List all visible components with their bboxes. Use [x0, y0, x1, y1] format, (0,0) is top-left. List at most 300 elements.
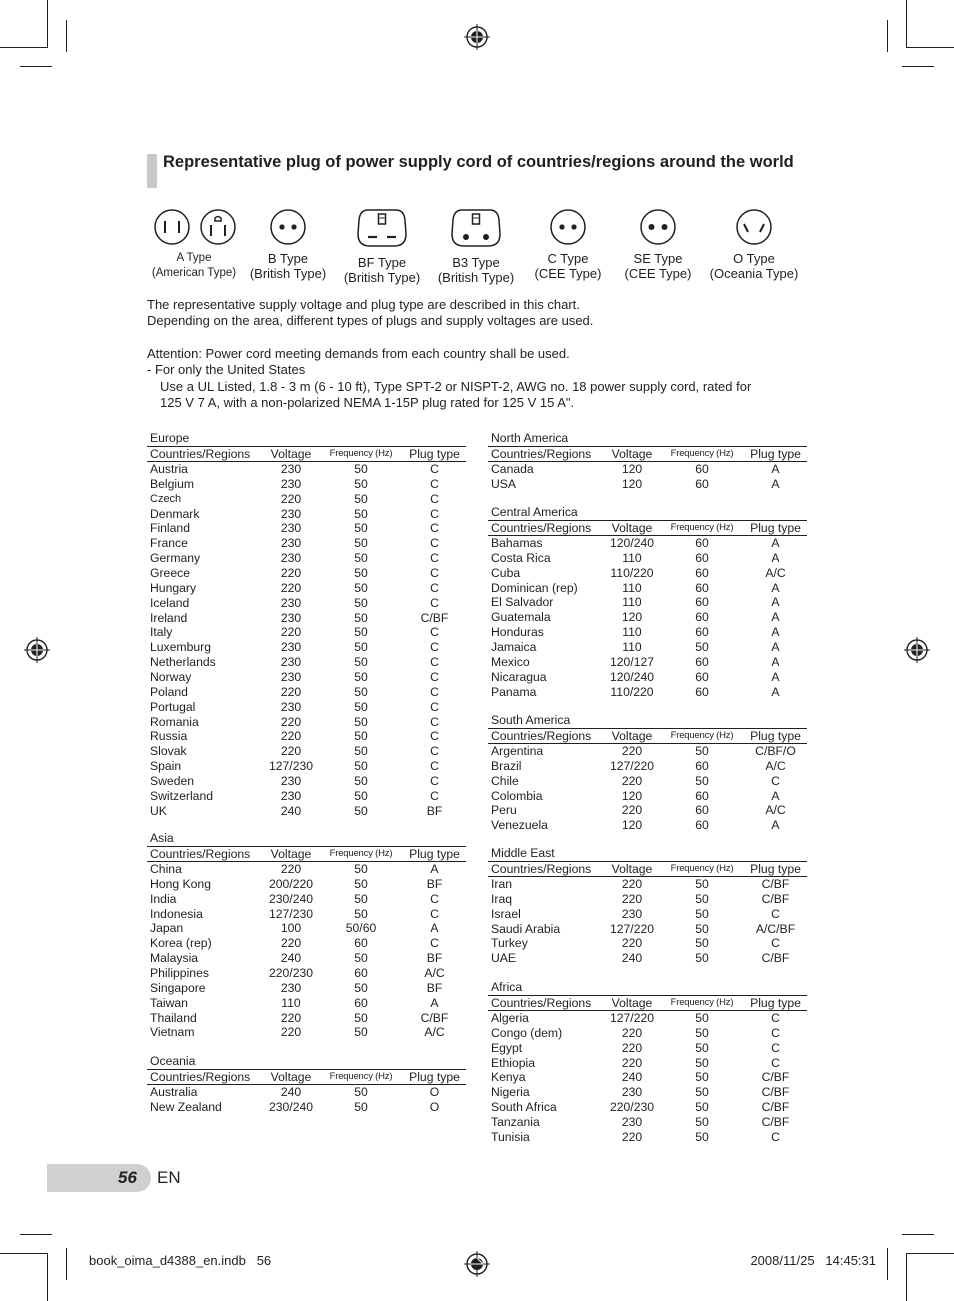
plug-type-cell: A	[771, 580, 780, 595]
voltage-cell: 230	[280, 536, 302, 551]
voltage-cell: 127/220	[609, 921, 655, 936]
frequency-cell: 50	[354, 595, 368, 610]
crop-mark	[20, 66, 52, 67]
table-row	[147, 477, 466, 492]
table-row	[488, 1100, 807, 1115]
table-row	[488, 1070, 807, 1085]
plug-type-cell: C/BF	[761, 1085, 790, 1100]
table-header-row	[488, 521, 807, 536]
country-cell: Germany	[150, 551, 201, 566]
voltage-cell: 230	[280, 595, 302, 610]
frequency-cell: 50	[354, 462, 368, 476]
table-row	[488, 536, 807, 551]
country-cell: Denmark	[150, 506, 200, 521]
voltage-cell: 220	[280, 684, 302, 699]
voltage-cell: 230	[280, 670, 302, 685]
country-cell: Hong Kong	[150, 876, 211, 891]
table-row	[147, 655, 466, 670]
voltage-cell: 120/127	[609, 654, 655, 669]
voltage-cell: 220	[621, 891, 643, 906]
country-cell: Switzerland	[150, 788, 213, 803]
column-header: Voltage	[604, 996, 660, 1011]
table-row	[147, 551, 466, 566]
table-header-row	[488, 729, 807, 744]
column-header: Countries/Regions	[147, 1070, 263, 1085]
table-row	[147, 907, 466, 922]
voltage-cell: 230	[280, 980, 302, 995]
voltage-cell: 120	[621, 610, 643, 625]
voltage-table	[147, 846, 466, 1040]
voltage-cell: 127/220	[609, 1011, 655, 1025]
frequency-cell: 50	[695, 1129, 709, 1144]
plug-type-cell: A	[771, 788, 780, 803]
table-row	[488, 951, 807, 966]
plug-type-cell: C	[430, 551, 439, 566]
plug-type-cell: BF	[426, 803, 443, 818]
voltage-cell: 220	[621, 773, 643, 788]
plug-type-name: BF Type	[357, 255, 407, 270]
column-header: Plug type	[744, 447, 807, 462]
table-row	[488, 477, 807, 492]
column-header: Countries/Regions	[147, 447, 263, 462]
table-row	[488, 1056, 807, 1071]
country-cell: Panama	[491, 684, 537, 699]
region-title: Central America	[491, 505, 578, 519]
region-title: Africa	[491, 980, 523, 994]
plug-o-icon	[734, 206, 774, 246]
plug-se-icon	[638, 206, 678, 246]
frequency-cell: 50	[354, 640, 368, 655]
table-row	[147, 951, 466, 966]
country-cell: Sweden	[150, 774, 195, 789]
plug-type-cell: C/BF	[420, 610, 449, 625]
voltage-cell: 110	[622, 625, 642, 640]
frequency-cell: 50	[354, 699, 368, 714]
frequency-cell: 60	[695, 758, 709, 773]
plug-type-cell: C/BF	[761, 891, 790, 906]
crop-mark	[0, 47, 48, 48]
country-cell: Korea (rep)	[150, 936, 212, 951]
frequency-cell: 50	[354, 610, 368, 625]
column-header: Countries/Regions	[488, 862, 604, 877]
voltage-cell: 120/240	[609, 536, 655, 550]
column-header: Frequency (Hz)	[660, 447, 744, 462]
table-row	[488, 789, 807, 804]
plug-type-cell: C	[430, 699, 439, 714]
country-cell: Portugal	[150, 699, 196, 714]
table-row	[488, 581, 807, 596]
plug-type-b	[248, 206, 328, 281]
frequency-cell: 60	[695, 803, 709, 818]
country-cell: China	[150, 862, 182, 876]
table-row	[147, 1025, 466, 1040]
plug-type-cell: C	[771, 906, 780, 921]
table-row	[488, 551, 807, 566]
plug-type-sub: (British Type)	[249, 266, 327, 281]
plug-type-cell: C	[771, 936, 780, 951]
plug-type-cell: A/C	[424, 966, 445, 981]
country-cell: Luxemburg	[150, 640, 211, 655]
frequency-cell: 60	[695, 595, 709, 610]
frequency-cell: 50	[695, 1025, 709, 1040]
column-header: Voltage	[263, 1070, 319, 1085]
plug-type-name: A Type	[176, 252, 212, 264]
country-cell: Cuba	[491, 565, 521, 580]
table-row	[488, 818, 807, 833]
table-row	[147, 566, 466, 581]
voltage-cell: 220	[280, 729, 302, 744]
country-cell: Honduras	[491, 625, 544, 640]
crop-mark	[906, 1253, 954, 1254]
table-row	[147, 1085, 466, 1100]
plug-type-cell: C	[771, 773, 780, 788]
crop-mark	[887, 20, 888, 52]
table-row	[147, 492, 466, 507]
voltage-cell: 110	[622, 640, 642, 655]
frequency-cell: 50	[354, 476, 368, 491]
table-row	[488, 566, 807, 581]
voltage-cell: 230	[280, 788, 302, 803]
voltage-cell: 110/220	[610, 565, 654, 580]
plug-type-cell: C	[430, 506, 439, 521]
frequency-cell: 60	[695, 565, 709, 580]
table-row	[147, 1100, 466, 1115]
region-title: North America	[491, 431, 569, 445]
country-cell: Argentina	[491, 744, 544, 758]
intro-line: The representative supply voltage and plug type are described in this chart.	[147, 297, 580, 312]
plug-type-cell: C	[430, 580, 439, 595]
frequency-cell: 50	[695, 1055, 709, 1070]
country-cell: Norway	[150, 670, 192, 685]
plug-type-cell: A	[771, 625, 780, 640]
frequency-cell: 50	[354, 876, 368, 891]
plug-type-cell: C/BF	[761, 1070, 790, 1085]
frequency-cell: 60	[695, 654, 709, 669]
crop-mark	[902, 1234, 934, 1235]
voltage-cell: 220	[621, 1040, 643, 1055]
crop-mark	[66, 20, 67, 52]
table-row	[488, 1130, 807, 1145]
plug-type-cell: A	[771, 654, 780, 669]
us-note-text: 125 V 7 A, with a non-polarized NEMA 1-15P plug rated for 125 V 15 A".	[160, 395, 575, 411]
frequency-cell: 60	[695, 550, 709, 565]
region-title: Asia	[150, 831, 174, 845]
frequency-cell: 50	[354, 891, 368, 906]
country-cell: Colombia	[491, 788, 543, 803]
country-cell: Malaysia	[150, 951, 199, 966]
frequency-cell: 60	[354, 966, 368, 981]
column-header: Countries/Regions	[147, 847, 263, 862]
frequency-cell: 50	[354, 521, 368, 536]
plug-type-cell: C	[430, 521, 439, 536]
country-cell: Spain	[150, 759, 182, 774]
column-header: Plug type	[744, 862, 807, 877]
country-cell: Philippines	[150, 966, 209, 981]
table-row	[147, 789, 466, 804]
voltage-table	[488, 995, 807, 1145]
plug-bf-icon	[356, 206, 408, 250]
frequency-cell: 50	[695, 773, 709, 788]
column-header: Plug type	[403, 847, 466, 862]
table-row	[147, 625, 466, 640]
column-header: Frequency (Hz)	[319, 847, 403, 862]
table-row	[488, 936, 807, 951]
column-header: Plug type	[403, 447, 466, 462]
region-central-america	[488, 505, 807, 699]
plug-type-cell: C	[430, 759, 439, 774]
table-row	[488, 922, 807, 937]
plug-type-cell: BF	[426, 951, 443, 966]
country-cell: Australia	[150, 1085, 198, 1099]
column-header: Frequency (Hz)	[319, 1070, 403, 1085]
voltage-cell: 220	[280, 862, 302, 876]
column-header: Frequency (Hz)	[660, 521, 744, 536]
table-row	[147, 507, 466, 522]
plug-type-cell: C	[771, 1011, 780, 1025]
frequency-cell: 50	[354, 1010, 368, 1025]
country-cell: Dominican (rep)	[491, 580, 578, 595]
voltage-cell: 230	[280, 610, 302, 625]
voltage-cell: 110	[281, 995, 301, 1010]
plug-type-cell: C	[430, 684, 439, 699]
plug-type-cell: C	[430, 536, 439, 551]
plug-type-cell: BF	[426, 876, 443, 891]
frequency-cell: 50	[695, 891, 709, 906]
voltage-table	[488, 861, 807, 966]
plug-type-cell: A/C	[765, 758, 786, 773]
country-cell: Nigeria	[491, 1085, 530, 1100]
column-header: Voltage	[604, 447, 660, 462]
plug-type-o	[706, 206, 802, 281]
intro-text	[147, 297, 807, 411]
frequency-cell: 50	[695, 921, 709, 936]
plug-type-cell: A	[771, 595, 780, 610]
table-row	[488, 655, 807, 670]
plug-type-name: B3 Type	[452, 255, 500, 270]
region-africa	[488, 980, 807, 1145]
plug-type-cell: C	[430, 744, 439, 759]
frequency-cell: 50	[354, 774, 368, 789]
frequency-cell: 60	[695, 788, 709, 803]
voltage-table	[488, 728, 807, 833]
column-header: Frequency (Hz)	[319, 447, 403, 462]
region-oceania	[147, 1054, 466, 1115]
voltage-cell: 120	[621, 476, 643, 491]
plug-type-cell: O	[429, 1099, 440, 1114]
table-row	[147, 670, 466, 685]
plug-type-cell: C	[430, 655, 439, 670]
plug-type-cell: C	[430, 788, 439, 803]
table-header-row	[488, 447, 807, 462]
table-row	[488, 640, 807, 655]
country-cell: Romania	[150, 714, 199, 729]
column-header: Voltage	[604, 521, 660, 536]
country-cell: UAE	[491, 951, 517, 966]
plug-type-name: B Type	[267, 251, 309, 266]
voltage-cell: 220	[621, 936, 643, 951]
plug-type-sub: (British Type)	[437, 270, 515, 285]
voltage-cell: 240	[280, 951, 302, 966]
country-cell: Hungary	[150, 580, 197, 595]
voltage-cell: 220	[280, 625, 302, 640]
crop-mark	[47, 0, 48, 48]
country-cell: Brazil	[491, 758, 522, 773]
table-row	[147, 774, 466, 789]
frequency-cell: 50	[354, 506, 368, 521]
country-cell: Kenya	[491, 1070, 526, 1085]
table-header-row	[147, 847, 466, 862]
table-row	[147, 700, 466, 715]
table-row	[488, 892, 807, 907]
voltage-cell: 100	[280, 921, 302, 936]
frequency-cell: 60	[695, 536, 709, 550]
frequency-cell: 60	[695, 476, 709, 491]
table-row	[147, 759, 466, 774]
frequency-cell: 50	[695, 744, 709, 758]
plug-type-name: O Type	[733, 251, 775, 266]
country-cell: India	[150, 891, 177, 906]
table-header-row	[488, 862, 807, 877]
heading-accent-bar	[147, 154, 157, 188]
table-row	[147, 862, 466, 877]
plug-type-cell: A	[771, 640, 780, 655]
table-row	[488, 1026, 807, 1041]
voltage-cell: 127/220	[609, 758, 655, 773]
country-cell: Congo (dem)	[491, 1025, 563, 1040]
plug-type-cell: C	[771, 1129, 780, 1144]
frequency-cell: 60	[695, 669, 709, 684]
page-heading: Representative plug of power supply cord of countries/regions around the world	[163, 153, 794, 171]
voltage-cell: 220	[280, 714, 302, 729]
registration-mark-icon	[464, 24, 490, 50]
table-row	[147, 611, 466, 626]
plug-type-cell: A/C	[765, 803, 786, 818]
column-header: Voltage	[263, 847, 319, 862]
voltage-cell: 220	[621, 744, 643, 758]
voltage-cell: 230	[280, 655, 302, 670]
region-title: South America	[491, 713, 571, 727]
frequency-cell: 50	[354, 1085, 368, 1099]
frequency-cell: 50	[354, 1099, 368, 1114]
crop-mark	[20, 1234, 52, 1235]
country-cell: Indonesia	[150, 906, 203, 921]
voltage-cell: 220	[280, 566, 302, 581]
frequency-cell: 50	[695, 936, 709, 951]
voltage-cell: 110	[622, 595, 642, 610]
region-title: Middle East	[491, 846, 555, 860]
table-row	[147, 966, 466, 981]
voltage-table	[488, 520, 807, 699]
crop-mark	[906, 1253, 907, 1301]
page-number: 56	[118, 1168, 137, 1187]
plug-type-cell: A/C/BF	[755, 921, 796, 936]
plug-type-cell: A	[771, 462, 780, 476]
voltage-cell: 200/220	[268, 876, 314, 891]
plug-type-cell: A	[771, 684, 780, 699]
voltage-cell: 220	[280, 1010, 302, 1025]
plug-type-cell: A	[771, 536, 780, 550]
frequency-cell: 50	[354, 788, 368, 803]
crop-mark	[887, 1248, 888, 1280]
table-row	[147, 715, 466, 730]
voltage-cell: 230	[621, 906, 643, 921]
country-cell: Vietnam	[150, 1025, 195, 1040]
plug-type-cell: A/C	[424, 1025, 445, 1040]
frequency-cell: 50	[354, 951, 368, 966]
table-row	[147, 996, 466, 1011]
voltage-cell: 220	[280, 1025, 302, 1040]
frequency-cell: 60	[695, 610, 709, 625]
country-cell: Thailand	[150, 1010, 197, 1025]
voltage-cell: 220	[621, 1055, 643, 1070]
country-cell: Singapore	[150, 980, 206, 995]
region-north-america	[488, 431, 807, 492]
table-row	[488, 744, 807, 759]
table-row	[147, 936, 466, 951]
country-cell: Venezuela	[491, 818, 548, 833]
table-row	[147, 536, 466, 551]
plug-type-cell: C	[771, 1055, 780, 1070]
plug-type-cell: C/BF	[420, 1010, 449, 1025]
voltage-cell: 120	[621, 788, 643, 803]
frequency-cell: 50/60	[345, 921, 377, 936]
frequency-cell: 60	[695, 462, 709, 476]
voltage-cell: 240	[621, 951, 643, 966]
plug-type-cell: C	[771, 1025, 780, 1040]
frequency-cell: 50	[695, 1070, 709, 1085]
table-row	[488, 907, 807, 922]
region-south-america	[488, 713, 807, 833]
frequency-cell: 50	[695, 1115, 709, 1130]
table-row	[488, 595, 807, 610]
country-cell: Iceland	[150, 595, 190, 610]
country-cell: Bahamas	[491, 536, 543, 550]
country-cell: Ethiopia	[491, 1055, 536, 1070]
plug-type-cell: C	[430, 625, 439, 640]
voltage-cell: 110	[622, 580, 642, 595]
crop-mark	[906, 47, 954, 48]
column-header: Frequency (Hz)	[660, 729, 744, 744]
column-header: Plug type	[744, 729, 807, 744]
voltage-cell: 220	[621, 803, 643, 818]
plug-type-sub: (CEE Type)	[534, 266, 602, 281]
voltage-cell: 127/230	[268, 759, 314, 774]
table-row	[147, 596, 466, 611]
voltage-cell: 230	[280, 506, 302, 521]
voltage-cell: 220	[280, 491, 302, 506]
table-row	[488, 877, 807, 892]
frequency-cell: 50	[354, 803, 368, 818]
country-cell: Netherlands	[150, 655, 216, 670]
plug-type-cell: C/BF	[761, 1100, 790, 1115]
frequency-cell: 50	[354, 684, 368, 699]
plug-type-cell: C	[771, 1040, 780, 1055]
country-cell: Russia	[150, 729, 188, 744]
plug-type-cell: C	[430, 462, 439, 476]
voltage-cell: 220/230	[609, 1100, 655, 1115]
country-cell: Israel	[491, 906, 521, 921]
page-language: EN	[157, 1168, 181, 1187]
voltage-cell: 220/230	[268, 966, 314, 981]
column-header: Countries/Regions	[488, 447, 604, 462]
column-header: Countries/Regions	[488, 729, 604, 744]
frequency-cell: 50	[695, 1100, 709, 1115]
plug-b-icon	[268, 206, 308, 246]
voltage-table	[147, 1069, 466, 1115]
voltage-cell: 110/220	[610, 684, 654, 699]
country-cell: El Salvador	[491, 595, 554, 610]
frequency-cell: 50	[354, 551, 368, 566]
